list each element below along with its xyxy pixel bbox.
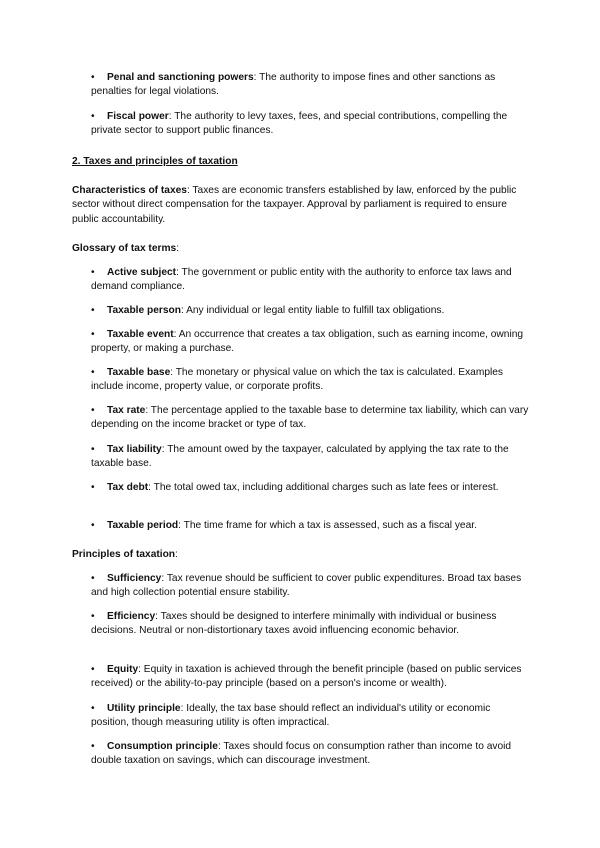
- bullet-glyph: •: [91, 329, 95, 340]
- bullet-glyph: •: [91, 444, 95, 455]
- bullet-glyph: •: [91, 741, 95, 752]
- term: Tax rate: [107, 405, 146, 416]
- definition: : The government or public entity with the authority to enforce tax laws and demand compliance.: [91, 267, 512, 293]
- list-item: [91, 519, 531, 533]
- definition: : The monetary or physical value on which the tax is calculated. Examples include income, property value, or corporate profits.: [91, 367, 504, 393]
- term: Tax debt: [107, 482, 149, 493]
- list-item: [91, 740, 531, 769]
- list-item: [91, 443, 531, 472]
- bullet-glyph: •: [91, 267, 95, 278]
- definition: : Taxes are economic transfers established by law, enforced by the public sector without direct compensation for the taxpayer. Approval by parliament is required to ensure public accountability.: [72, 185, 517, 225]
- term: Tax liability: [107, 444, 162, 455]
- list-item: [91, 266, 531, 295]
- list-item: [91, 304, 531, 318]
- list-item: [91, 663, 531, 692]
- bullet-glyph: •: [91, 703, 95, 714]
- list-item: [91, 610, 531, 639]
- term: Active subject: [107, 267, 177, 278]
- term: Equity: [107, 664, 139, 675]
- characteristics-paragraph: [72, 184, 530, 227]
- term: Characteristics of taxes: [72, 185, 187, 196]
- definition: : The total owed tax, including additional charges such as late fees or interest.: [148, 482, 499, 493]
- list-item: [91, 481, 531, 495]
- term: Efficiency: [107, 611, 156, 622]
- principles-heading: Principles of taxation:: [72, 549, 178, 560]
- term: Taxable base: [107, 367, 171, 378]
- list-item: [91, 328, 531, 357]
- section-heading: 2. Taxes and principles of taxation: [72, 156, 238, 167]
- list-item: [91, 71, 531, 100]
- term: Taxable period: [107, 520, 179, 531]
- bullet-glyph: •: [91, 72, 95, 83]
- bullet-glyph: •: [91, 611, 95, 622]
- list-item: [91, 366, 531, 395]
- definition: : The time frame for which a tax is assessed, such as a fiscal year.: [178, 520, 477, 531]
- bullet-glyph: •: [91, 111, 95, 122]
- list-item: [91, 702, 531, 731]
- term: Sufficiency: [107, 573, 162, 584]
- definition: : Tax revenue should be sufficient to cover public expenditures. Broad tax bases and high collection potential ensure stability.: [91, 573, 522, 599]
- bullet-glyph: •: [91, 573, 95, 584]
- bullet-glyph: •: [91, 482, 95, 493]
- glossary-heading: Glossary of tax terms:: [72, 243, 180, 254]
- term: Consumption principle: [107, 741, 218, 752]
- bullet-glyph: •: [91, 664, 95, 675]
- list-item: [91, 110, 531, 139]
- list-item: [91, 404, 531, 433]
- definition: : Taxes should be designed to interfere minimally with individual or business decisions. Neutral or non-distortionary taxes avoid influencing economic behavior.: [91, 611, 497, 637]
- term: Penal and sanctioning powers: [107, 72, 254, 83]
- definition: : The percentage applied to the taxable base to determine tax liability, which can vary depending on the income bracket or type of tax.: [91, 405, 529, 431]
- bullet-glyph: •: [91, 405, 95, 416]
- bullet-glyph: •: [91, 520, 95, 531]
- bullet-glyph: •: [91, 367, 95, 378]
- list-item: [91, 572, 531, 601]
- definition: : An occurrence that creates a tax obligation, such as earning income, owning property, or making a purchase.: [91, 329, 524, 355]
- term: Fiscal power: [107, 111, 169, 122]
- definition: : The authority to levy taxes, fees, and special contributions, compelling the private sector to support public finances.: [91, 111, 508, 137]
- term: Utility principle: [107, 703, 181, 714]
- definition: : The amount owed by the taxpayer, calculated by applying the tax rate to the taxable base.: [91, 444, 509, 470]
- bullet-glyph: •: [91, 305, 95, 316]
- definition: : Equity in taxation is achieved through the benefit principle (based on public services received) or the ability-to-pay principle (based on a person's income or wealth).: [91, 664, 522, 690]
- term: Taxable person: [107, 305, 181, 316]
- term: Taxable event: [107, 329, 174, 340]
- definition: : Any individual or legal entity liable to fulfill tax obligations.: [180, 305, 445, 316]
- definition: : The authority to impose fines and other sanctions as penalties for legal violations.: [91, 72, 496, 98]
- definition: : Taxes should focus on consumption rather than income to avoid double taxation on savings, which can discourage investment.: [91, 741, 512, 767]
- definition: : Ideally, the tax base should reflect an individual's utility or economic position, though measuring utility is often impractical.: [91, 703, 491, 729]
